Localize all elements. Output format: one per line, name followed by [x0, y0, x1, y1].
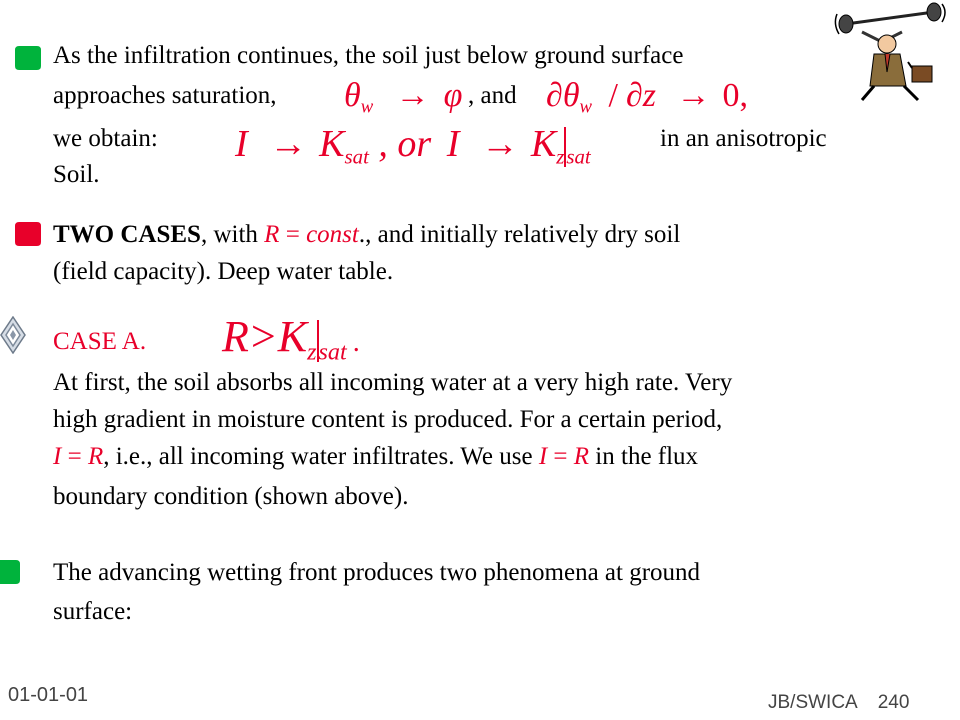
paragraph-1-line-4: Soil.: [53, 161, 100, 188]
paragraph-2-line-2: (field capacity). Deep water table.: [53, 258, 394, 285]
green-bullet-icon: [13, 44, 43, 77]
footer-label: JB/SWICA 240: [768, 692, 910, 713]
math-dtheta-dz: $\partial\theta_w / \partial z \to 0$,: [546, 77, 748, 118]
case-a-line-2: high gradient in moisture content is produced. For a certain period,: [53, 406, 723, 433]
green-bullet-icon: [0, 558, 22, 591]
math-infiltration-limit: $I \to K_{sat}$ , or $I \to K_{zsat}$: [235, 123, 591, 169]
case-a-line-3: I = R, i.e., all incoming water infiltrates. We use I = R in the flux: [53, 443, 699, 470]
math-r-greater-k: $R>K_{zsat}$ .: [222, 312, 360, 366]
paragraph-1-line-1: As the infiltration continues, the soil just below ground surface: [53, 42, 684, 69]
paragraph-1-line-3b: in an anisotropic: [660, 125, 827, 152]
red-bullet-icon: [13, 220, 43, 253]
case-a-line-1: At first, the soil absorbs all incoming water at a very high rate. Very: [53, 369, 733, 396]
footer-date: 01-01-01: [8, 684, 89, 706]
paragraph-1-line-2a: approaches saturation,: [53, 82, 277, 109]
case-a-line-4: boundary condition (shown above).: [53, 483, 409, 510]
math-theta-to-phi: $\theta_w \to \varphi$: [344, 77, 463, 118]
paragraph-1-line-3a: we obtain:: [53, 125, 158, 152]
weightlifter-clipart-icon: [832, 2, 950, 102]
paragraph-4-line-1: The advancing wetting front produces two phenomena at ground: [53, 559, 701, 586]
case-a-label: CASE A.: [53, 328, 147, 355]
diamond-bullet-icon: [0, 316, 26, 359]
paragraph-2-line-1: TWO CASES, with R = const., and initially relatively dry soil: [53, 221, 681, 248]
paragraph-1-line-2b: , and: [468, 82, 517, 109]
paragraph-4-line-2: surface:: [53, 598, 133, 625]
